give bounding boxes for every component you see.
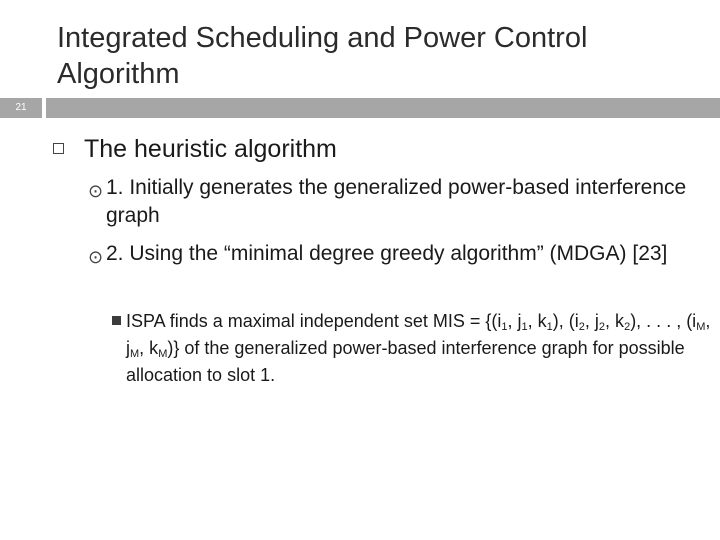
bullet-step-2 [88,240,698,268]
heading-text: The heuristic algorithm [84,135,337,163]
detail-text: ISPA finds a maximal independent set MIS = {($i_1$, $j_1$, $k_1$), ($i_2$, $j_2$, $k_2$), . . . , ($i_M$, $j_M$, $k_M$)} of the generalized power-based interference graph for possible allocation to slot 1. [126,311,711,385]
filled-square-bullet-icon [112,316,121,325]
bullet-detail [112,308,712,389]
title-divider-bar [46,98,720,118]
slide-number: 21 [15,102,27,113]
circle-arrow-bullet-icon: ⊙ [88,181,104,201]
square-bullet-icon [53,143,64,154]
bullet-step-1 [88,174,698,230]
step-1-text: 1. Initially generates the generalized power-based interference graph [106,176,687,227]
slide-title: Integrated Scheduling and Power Control Algorithm [57,22,588,90]
circle-arrow-bullet-icon: ⊙ [88,247,104,267]
step-2-text: 2. Using the “minimal degree greedy algorithm” (MDGA) [23] [106,242,668,265]
